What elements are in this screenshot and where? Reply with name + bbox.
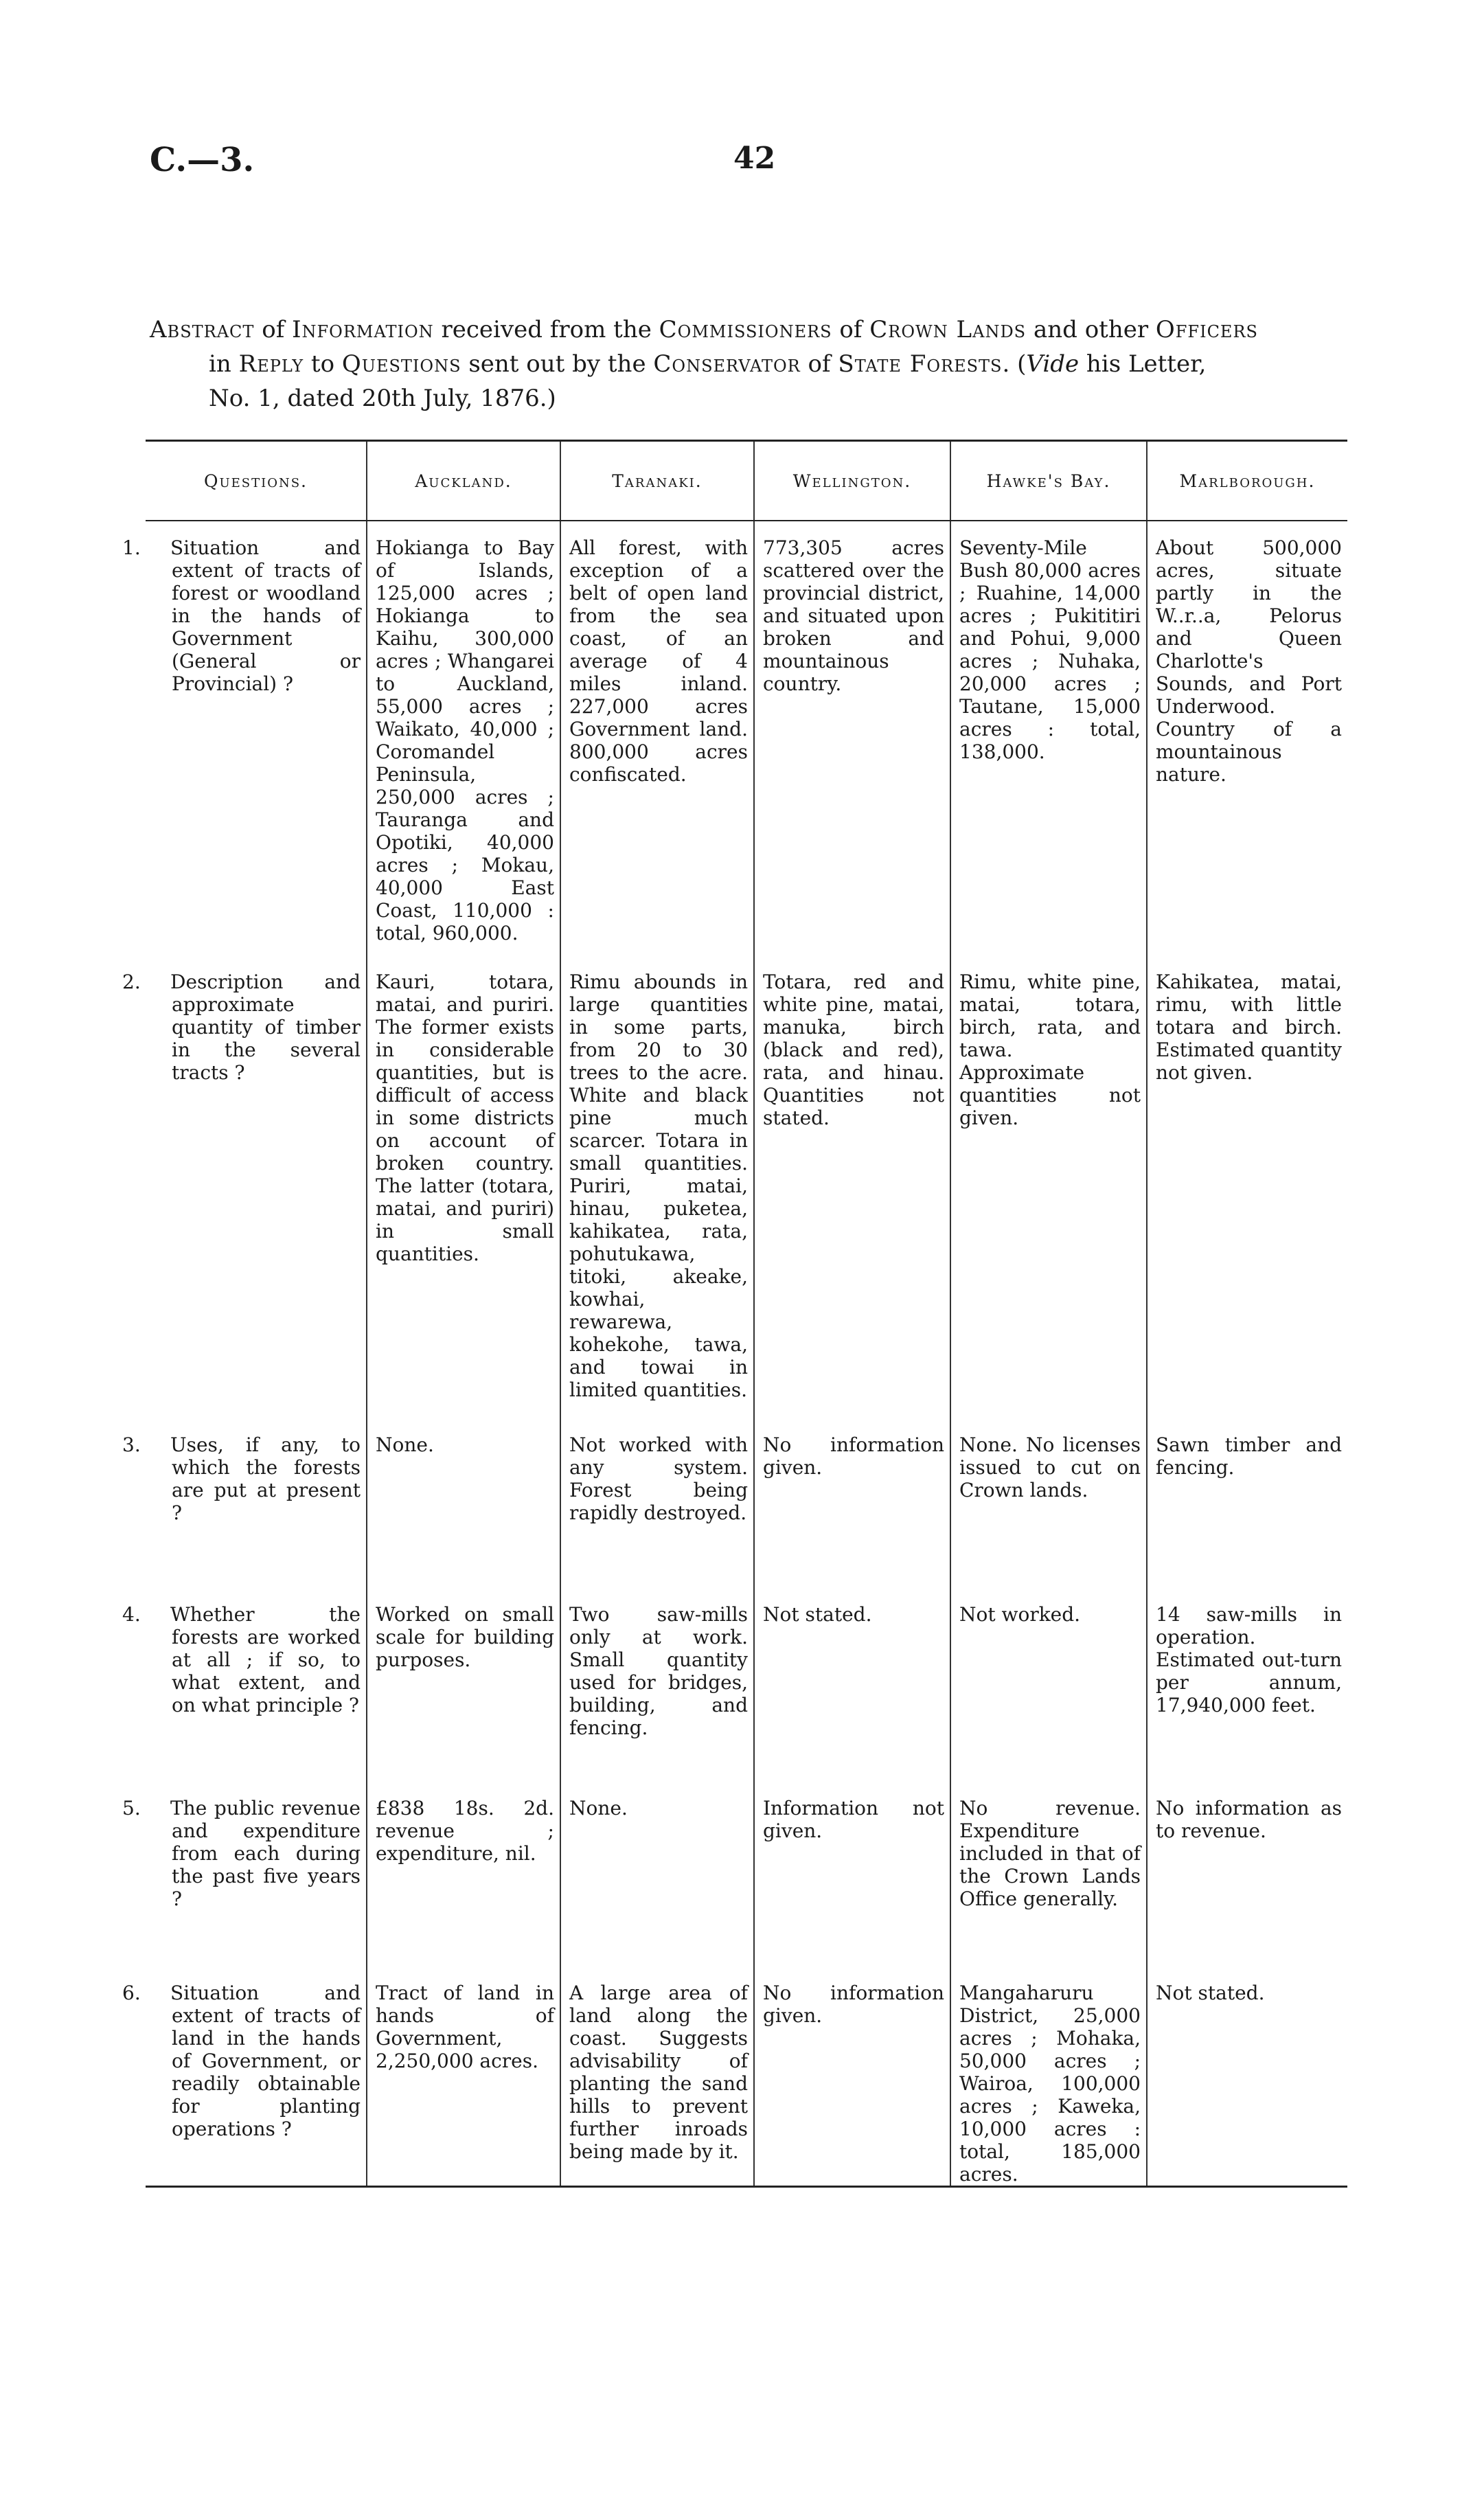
question-number: 2.: [122, 971, 141, 993]
heading-text: received from the: [433, 316, 659, 343]
wellington-cell: No information given.: [754, 1966, 950, 2187]
question-text: Whether the forests are worked at all ; if so, to what extent, and on what principle ?: [170, 1603, 361, 1716]
auckland-cell: Kauri, totara, matai, and puriri. The former exists in considerable quantities, but is difficult of access in some districts on account of broken country. The latter (totara, matai, and puriri) in small quantities.: [367, 955, 560, 1418]
wellington-cell: No information given.: [754, 1418, 950, 1588]
column-header-wellington: Wellington.: [754, 441, 950, 521]
hawkes-bay-cell: Seventy-Mile Bush 80,000 acres ; Ruahine, 14,000 acres ; Pukititiri and Pohui, 9,000 acres ; Nuhaka, 20,000 acres ; Tautane, 15,000 acres : total, 138,000.: [950, 521, 1147, 955]
wellington-cell: Not stated.: [754, 1588, 950, 1782]
auckland-cell: Hokianga to Bay of Islands, 125,000 acres ; Hokianga to Kaihu, 300,000 acres ; Whangarei to Auckland, 55,000 acres ; Waikato, 40,000 ; Coromandel Peninsula, 250,000 acres ; Tauranga and Opotiki, 40,000 acres ; Mokau, 40,000 East Coast, 110,000 : total, 960,000.: [367, 521, 560, 955]
wellington-cell: 773,305 acres scattered over the provincial district, and situated upon broken and mountainous country.: [754, 521, 950, 955]
hawkes-bay-cell: None. No licenses issued to cut on Crown lands.: [950, 1418, 1147, 1588]
question-cell: [122, 1782, 367, 1966]
document-code: C.—3.: [150, 141, 255, 179]
auckland-cell: Worked on small scale for building purposes.: [367, 1588, 560, 1782]
question-number: 4.: [122, 1603, 141, 1626]
column-header-hawkes-bay: Hawke's Bay.: [950, 441, 1147, 521]
heading-line-1: [150, 313, 1365, 347]
heading-word-officers: Officers: [1155, 316, 1258, 343]
heading-line-3: No. 1, dated 20th July, 1876.): [209, 385, 556, 412]
heading-word-conservator: Conservator: [653, 350, 801, 378]
heading-word-information: Information: [292, 316, 434, 343]
question-cell: [122, 1966, 367, 2187]
wellington-cell: Totara, red and white pine, matai, manuka, birch (black and red), rata, and hinau. Quantities not stated.: [754, 955, 950, 1418]
question-number: 3.: [122, 1433, 141, 1456]
heading-word-reply: Reply: [238, 350, 304, 378]
heading-text: and other: [1026, 316, 1156, 343]
taranaki-cell: Rimu abounds in large quantities in some parts, from 20 to 30 trees to the acre. White and black pine much scarcer. Totara in small quantities. Puriri, matai, hinau, puketea, kahikatea, rata, pohutukawa, titoki, akeake, kowhai, rewarewa, kohekohe, tawa, and towai in limited quantities.: [560, 955, 754, 1418]
heading-text: in: [209, 350, 239, 378]
heading-text: of: [800, 350, 838, 378]
question-number: 6.: [122, 1982, 141, 2004]
table-row: [146, 1588, 1347, 1782]
abstract-table-container: [122, 440, 1347, 2188]
question-text: Description and approximate quantity of timber in the several tracts ?: [170, 971, 361, 1084]
question-cell: [122, 955, 367, 1418]
marlborough-cell: Not stated.: [1147, 1966, 1347, 2187]
question-number: 1.: [122, 536, 141, 559]
heading-word-crown-lands: Crown Lands: [869, 316, 1027, 343]
taranaki-cell: A large area of land along the coast. Suggests advisability of planting the sand hills to prevent further inroads being made by it.: [560, 1966, 754, 2187]
table-header-row: [146, 441, 1347, 521]
marlborough-cell: About 500,000 acres, situate partly in the W..r..a, Pelorus and Queen Charlotte's Sounds, and Port Underwood. Country of a mountainous nature.: [1147, 521, 1347, 955]
question-cell: [122, 1588, 367, 1782]
column-header-marlborough: Marlborough.: [1147, 441, 1347, 521]
question-text: Situation and extent of tracts of land in the hands of Government, or readily obtainable for planting operations ?: [170, 1982, 361, 2140]
heading-word-vide: Vide: [1026, 350, 1080, 378]
hawkes-bay-cell: No revenue. Expenditure included in that of the Crown Lands Office generally.: [950, 1782, 1147, 1966]
heading-text: of: [254, 316, 293, 343]
question-cell: [122, 1418, 367, 1588]
column-header-taranaki: Taranaki.: [560, 441, 754, 521]
heading-word-state-forests: State Forests: [838, 350, 1003, 378]
hawkes-bay-cell: Not worked.: [950, 1588, 1147, 1782]
heading-text: . (: [1002, 350, 1027, 378]
column-header-questions: Questions.: [146, 441, 367, 521]
question-number: 5.: [122, 1797, 141, 1819]
marlborough-cell: 14 saw-mills in operation. Estimated out-turn per annum, 17,940,000 feet.: [1147, 1588, 1347, 1782]
auckland-cell: None.: [367, 1418, 560, 1588]
marlborough-cell: Kahikatea, matai, rimu, with little totara and birch. Estimated quantity not given.: [1147, 955, 1347, 1418]
question-text: The public revenue and expenditure from each during the past five years ?: [170, 1797, 361, 1910]
question-text: Uses, if any, to which the forests are put at present ?: [170, 1433, 361, 1524]
auckland-cell: £838 18s. 2d. revenue ; expenditure, nil.: [367, 1782, 560, 1966]
table-row: [146, 521, 1347, 955]
heading-text: sent out by the: [461, 350, 654, 378]
wellington-cell: Information not given.: [754, 1782, 950, 1966]
page-number: 42: [733, 141, 776, 176]
taranaki-cell: Not worked with any system. Forest being rapidly destroyed.: [560, 1418, 754, 1588]
heading-text: of: [832, 316, 870, 343]
heading-word-commissioners: Commissioners: [659, 316, 832, 343]
table-row: [146, 1966, 1347, 2187]
table-row: [146, 1782, 1347, 1966]
heading-line-2: [150, 347, 1365, 381]
taranaki-cell: None.: [560, 1782, 754, 1966]
abstract-table: [122, 440, 1347, 2188]
question-text: Situation and extent of tracts of forest or woodland in the hands of Government (General or Provincial) ?: [170, 536, 361, 695]
taranaki-cell: All forest, with exception of a belt of open land from the sea coast, of an average of 4 miles inland. 227,000 acres Government land. 800,000 acres confiscated.: [560, 521, 754, 955]
taranaki-cell: Two saw-mills only at work. Small quantity used for bridges, building, and fencing.: [560, 1588, 754, 1782]
heading-word-questions: Questions: [341, 350, 461, 378]
marlborough-cell: No information as to revenue.: [1147, 1782, 1347, 1966]
column-header-auckland: Auckland.: [367, 441, 560, 521]
table-row: [146, 955, 1347, 1418]
table-row: [146, 1418, 1347, 1588]
marlborough-cell: Sawn timber and fencing.: [1147, 1418, 1347, 1588]
heading-word-abstract: Abstract: [150, 316, 255, 343]
question-cell: [122, 521, 367, 955]
heading-text: to: [304, 350, 342, 378]
heading-text: his Letter,: [1079, 350, 1207, 378]
document-heading: [150, 313, 1365, 416]
page-header: [150, 141, 1406, 182]
hawkes-bay-cell: Rimu, white pine, matai, totara, birch, rata, and tawa. Approximate quantities not given.: [950, 955, 1147, 1418]
auckland-cell: Tract of land in hands of Government, 2,250,000 acres.: [367, 1966, 560, 2187]
hawkes-bay-cell: Mangaharuru District, 25,000 acres ; Mohaka, 50,000 acres ; Wairoa, 100,000 acres ; Kaweka, 10,000 acres : total, 185,000 acres.: [950, 1966, 1147, 2187]
